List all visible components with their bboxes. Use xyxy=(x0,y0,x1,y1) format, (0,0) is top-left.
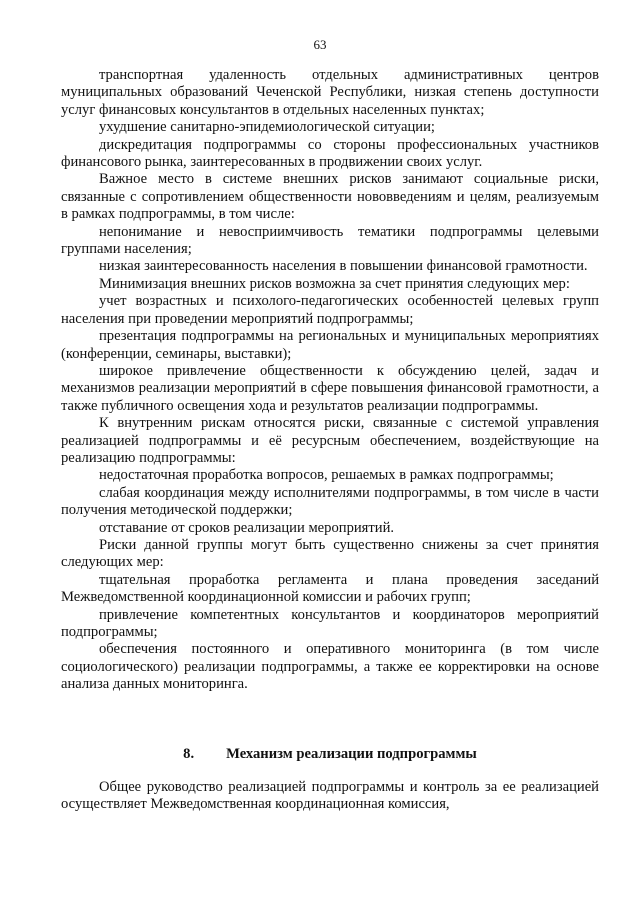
paragraph: учет возрастных и психолого-педагогических особенностей целевых групп населения при проведении мероприятий подпрограммы; xyxy=(61,293,599,327)
paragraph: обеспечения постоянного и оперативного мониторинга (в том числе социологического) реализации подпрограммы, а также ее корректировки на основе анализа данных мониторинга. xyxy=(61,641,599,693)
paragraph: транспортная удаленность отдельных административных центров муниципальных образований Чеченской Республики, низкая степень доступности услуг финансовых консультантов в отдельных населенных пунктах; xyxy=(61,67,599,118)
paragraph: слабая координация между исполнителями подпрограммы, в том числе в части получения методической поддержки; xyxy=(61,484,599,519)
section-body xyxy=(61,779,599,814)
paragraph: К внутренним рискам относятся риски, связанные с системой управления реализацией подпрограммы и её ресурсным обеспечением, воздействующие на реализацию подпрограммы: xyxy=(61,415,599,466)
section-heading xyxy=(61,745,599,763)
paragraph: непонимание и невосприимчивость тематики подпрограммы целевыми группами населения; xyxy=(61,223,599,258)
paragraph: Минимизация внешних рисков возможна за счет принятия следующих мер: xyxy=(99,275,570,292)
paragraph: низкая заинтересованность населения в повышении финансовой грамотности. xyxy=(99,258,588,275)
section-number: 8. xyxy=(183,746,195,762)
paragraph: Важное место в системе внешних рисков занимают социальные риски, связанные с сопротивлением общественности нововведениям и целям, реализуемым в рамках подпрограммы, в том числе: xyxy=(61,171,599,223)
paragraph: широкое привлечение общественности к обсуждению целей, задач и механизмов реализации мероприятий в сфере повышения финансовой грамотности, а также публичного освещения хода и результатов реализации подпрограммы. xyxy=(61,362,599,414)
paragraph: Общее руководство реализацией подпрограммы и контроль за ее реализацией осуществляет Межведомственная координационная комиссия, xyxy=(61,779,599,813)
paragraph: презентация подпрограммы на региональных и муниципальных мероприятиях (конференции, семинары, выставки); xyxy=(61,328,599,362)
paragraph: привлечение компетентных консультантов и координаторов мероприятий подпрограммы; xyxy=(61,606,599,640)
section-title: Механизм реализации подпрограммы xyxy=(226,746,477,762)
page-number: 63 xyxy=(313,37,327,52)
body-text xyxy=(61,67,599,694)
paragraph: недостаточная проработка вопросов, решаемых в рамках подпрограммы; xyxy=(99,467,554,484)
paragraph: тщательная проработка регламента и плана проведения заседаний Межведомственной координационной комиссии и рабочих групп; xyxy=(61,571,599,606)
paragraph: ухудшение санитарно-эпидемиологической ситуации; xyxy=(99,119,435,136)
paragraph: дискредитация подпрограммы со стороны профессиональных участников финансового рынка, заинтересованных в продвижении своих услуг. xyxy=(61,136,599,171)
paragraph: Риски данной группы могут быть существенно снижены за счет принятия следующих мер: xyxy=(61,536,599,571)
paragraph: отставание от сроков реализации мероприятий. xyxy=(99,519,395,536)
